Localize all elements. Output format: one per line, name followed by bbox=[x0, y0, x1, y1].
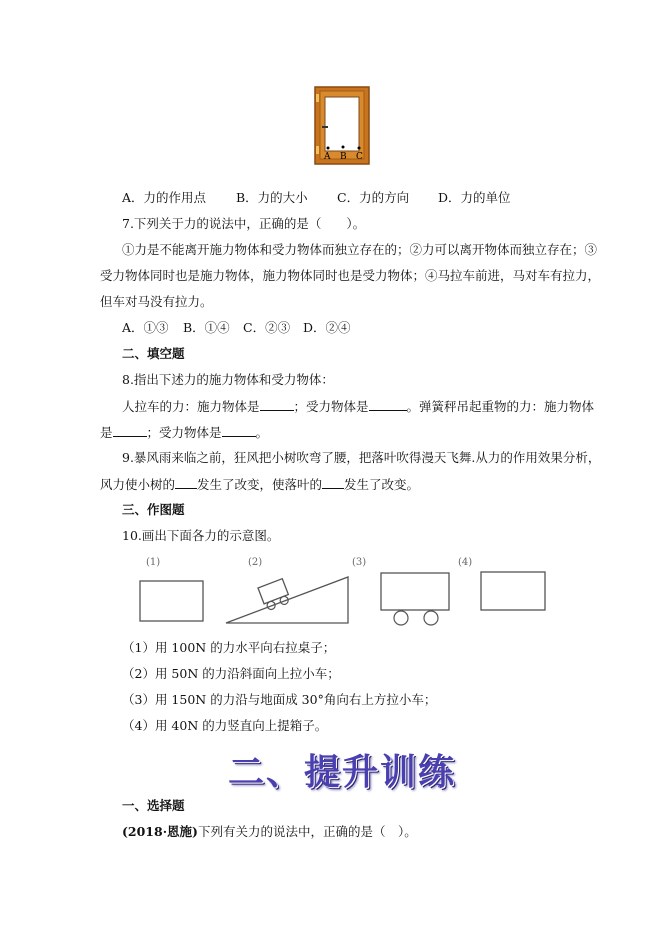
q7-stem: 7.下列关于力的说法中，正确的是（ ）。 bbox=[122, 216, 366, 231]
q6-option-d: D．力的单位 bbox=[438, 190, 511, 205]
q7-line2: 受力物体同时也是施力物体，施力物体同时也是受力物体；④马拉车前进，马对车有拉力， bbox=[100, 268, 601, 283]
fig3-wheel-left bbox=[394, 611, 408, 625]
fig3-cart-body bbox=[381, 573, 449, 610]
point-a-label: A bbox=[324, 152, 331, 162]
q8-line1 bbox=[122, 398, 594, 415]
q1-text: 下列有关力的说法中，正确的是（ ）。 bbox=[197, 824, 417, 839]
fig2-incline bbox=[226, 577, 348, 623]
door-glass bbox=[325, 97, 359, 151]
answer-blank[interactable] bbox=[260, 398, 294, 411]
q8-line2 bbox=[100, 424, 268, 441]
fig2-cart bbox=[258, 579, 291, 612]
fig-label-4: (4) bbox=[458, 557, 473, 568]
section-choice-heading: 一、选择题 bbox=[122, 798, 185, 813]
q6-option-a: A．力的作用点 bbox=[122, 190, 207, 205]
point-a-dot bbox=[327, 147, 330, 150]
point-b-dot bbox=[342, 146, 345, 149]
q8-line2-part-a: 是 bbox=[100, 425, 113, 440]
door-figure bbox=[314, 86, 370, 166]
q8-line1-part-c: 。弹簧秤吊起重物的力：施力物体 bbox=[406, 399, 595, 414]
q9-line2 bbox=[100, 476, 419, 493]
q1-source-tag: (2018·恩施) bbox=[122, 824, 198, 839]
door-handle bbox=[322, 126, 328, 128]
answer-blank[interactable] bbox=[113, 424, 147, 437]
q10-stem: 10.画出下面各力的示意图。 bbox=[122, 528, 280, 543]
q6-option-b: B．力的大小 bbox=[236, 190, 308, 205]
q7-option-d: D．②④ bbox=[303, 320, 351, 335]
fig4-box bbox=[481, 572, 545, 610]
q8-line1-part-a: 人拉车的力：施力物体是 bbox=[122, 399, 260, 414]
q9-line1: 9.暴风雨来临之前，狂风把小树吹弯了腰，把落叶吹得漫天飞舞.从力的作用效果分析， bbox=[122, 450, 601, 465]
q10-figures bbox=[120, 552, 560, 632]
section-fill-heading: 二、填空题 bbox=[122, 346, 185, 361]
fig1-table bbox=[140, 581, 203, 621]
answer-blank[interactable] bbox=[369, 398, 407, 411]
q9-line2-part-a: 风力使小树的 bbox=[100, 477, 176, 492]
answer-blank[interactable] bbox=[222, 424, 256, 437]
q7-option-a: A．①③ bbox=[122, 320, 169, 335]
q8-line2-part-c: 。 bbox=[255, 425, 269, 440]
q7-option-b: B．①④ bbox=[183, 320, 230, 335]
q8-line2-part-b: ；受力物体是 bbox=[146, 425, 222, 440]
q8-line1-part-b: ；受力物体是 bbox=[293, 399, 369, 414]
q7-line1: ①力是不能离开施力物体和受力物体而独立存在的；②力可以离开物体而独立存在；③ bbox=[122, 242, 598, 257]
q7-line3: 但车对马没有拉力。 bbox=[100, 294, 213, 309]
fig-label-3: (3) bbox=[352, 557, 367, 568]
q1-line bbox=[122, 824, 417, 840]
section-draw-heading: 三、作图题 bbox=[122, 502, 185, 517]
q7-option-c: C．②③ bbox=[243, 320, 291, 335]
point-c-dot bbox=[358, 147, 361, 150]
door-hinge-bottom bbox=[316, 146, 319, 154]
point-b-label: B bbox=[340, 152, 347, 162]
big-heading: 二、提升训练 bbox=[228, 752, 457, 793]
door-hinge-top bbox=[316, 94, 319, 102]
answer-blank[interactable] bbox=[175, 476, 197, 489]
fig-label-2: (2) bbox=[248, 557, 263, 568]
q6-option-c: C．力的方向 bbox=[337, 190, 410, 205]
q10-item-2: （2）用 50N 的力沿斜面向上拉小车； bbox=[122, 666, 340, 681]
answer-blank[interactable] bbox=[322, 476, 344, 489]
q9-line2-part-b: 发生了改变，使落叶的 bbox=[197, 477, 323, 492]
q10-item-3: （3）用 150N 的力沿与地面成 30°角向右上方拉小车； bbox=[122, 692, 437, 707]
q9-line2-part-c: 发生了改变。 bbox=[344, 477, 420, 492]
point-c-label: C bbox=[356, 152, 363, 162]
fig3-wheel-right bbox=[424, 611, 438, 625]
q10-item-1: （1）用 100N 的力水平向右拉桌子； bbox=[122, 640, 336, 655]
q8-stem: 8.指出下述力的施力物体和受力物体： bbox=[122, 372, 334, 387]
fig-label-1: (1) bbox=[146, 557, 161, 568]
q10-item-4: （4）用 40N 的力竖直向上提箱子。 bbox=[122, 718, 328, 733]
